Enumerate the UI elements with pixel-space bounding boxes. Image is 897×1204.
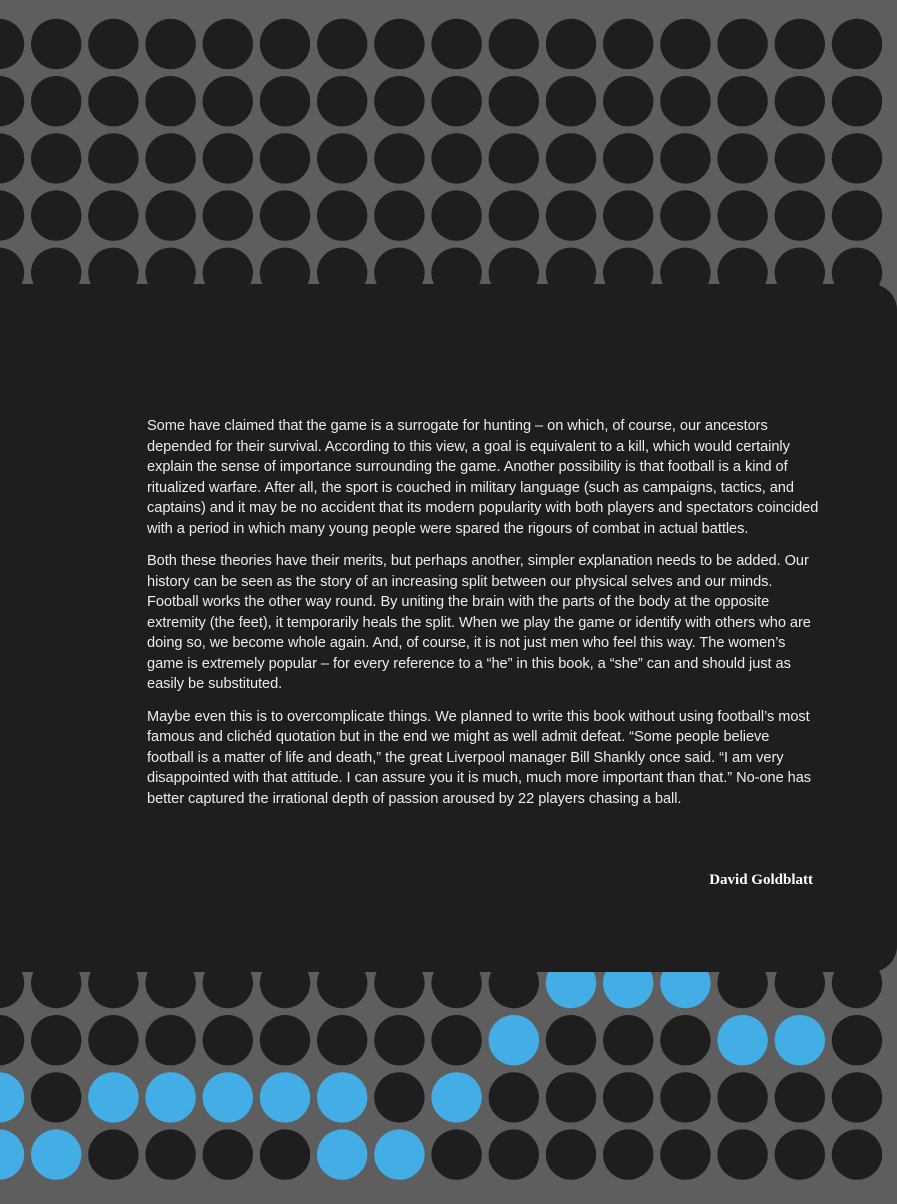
dot <box>31 133 81 183</box>
dot <box>31 1015 81 1065</box>
highlight-dot <box>717 1015 767 1065</box>
dot <box>0 1015 24 1065</box>
dot <box>489 19 539 69</box>
dot <box>431 76 481 126</box>
dot <box>88 1015 138 1065</box>
dot <box>660 19 710 69</box>
highlight-dot <box>203 1072 253 1122</box>
dot <box>603 1129 653 1179</box>
dot <box>145 133 195 183</box>
dot <box>603 19 653 69</box>
dot <box>203 190 253 240</box>
dot <box>546 76 596 126</box>
dot <box>31 19 81 69</box>
dot <box>145 190 195 240</box>
dot <box>546 133 596 183</box>
dot <box>832 76 882 126</box>
dot <box>603 76 653 126</box>
dot <box>374 1072 424 1122</box>
dot <box>203 76 253 126</box>
dot <box>603 190 653 240</box>
dot <box>203 133 253 183</box>
dot <box>660 190 710 240</box>
dot <box>203 19 253 69</box>
dot <box>660 1015 710 1065</box>
dot <box>775 76 825 126</box>
dot <box>775 19 825 69</box>
highlight-dot <box>374 1129 424 1179</box>
dot <box>88 190 138 240</box>
dot <box>660 1072 710 1122</box>
dot <box>660 76 710 126</box>
dot <box>317 19 367 69</box>
dot <box>832 190 882 240</box>
dot <box>31 1072 81 1122</box>
dot <box>88 133 138 183</box>
dot <box>145 76 195 126</box>
dot <box>145 1015 195 1065</box>
dot <box>775 190 825 240</box>
dot <box>832 133 882 183</box>
dot <box>317 133 367 183</box>
dot <box>717 19 767 69</box>
highlight-dot <box>88 1072 138 1122</box>
dot <box>260 76 310 126</box>
dot <box>717 133 767 183</box>
dot <box>145 1129 195 1179</box>
highlight-dot <box>317 1129 367 1179</box>
dot <box>431 190 481 240</box>
dot <box>317 76 367 126</box>
paragraph: Both these theories have their merits, but perhaps another, simpler explanation needs to be added. Our history can be seen as the story of an increasing split between our physical selves and our minds. Football works the other way round. By uniting the brain with the parts of the body at the opposite extremity (the feet), it temporarily heals the split. When we play the game or identify with others who are doing so, we become whole again. And, of course, it is not just men who feel this way. The women’s game is extremely popular – for every reference to a “he” in this book, a “she” can and should just as easily be substituted. <box>147 553 811 692</box>
dot <box>717 76 767 126</box>
dot <box>717 1072 767 1122</box>
highlight-dot <box>431 1072 481 1122</box>
dot <box>0 133 24 183</box>
dot <box>717 1129 767 1179</box>
dot <box>374 1015 424 1065</box>
dot <box>489 190 539 240</box>
dot <box>603 1015 653 1065</box>
dot <box>317 190 367 240</box>
highlight-dot <box>145 1072 195 1122</box>
dot <box>660 1129 710 1179</box>
highlight-dot <box>0 1129 24 1179</box>
dot <box>775 1072 825 1122</box>
highlight-dot <box>489 1015 539 1065</box>
dot <box>260 190 310 240</box>
dot <box>832 19 882 69</box>
dot <box>546 1072 596 1122</box>
highlight-dot <box>317 1072 367 1122</box>
highlight-dot <box>0 1072 24 1122</box>
dot <box>489 76 539 126</box>
dot <box>203 1015 253 1065</box>
dot <box>260 19 310 69</box>
dot <box>717 190 767 240</box>
article-body <box>147 416 819 821</box>
dot <box>374 190 424 240</box>
paragraph: Maybe even this is to overcomplicate things. We planned to write this book without using football’s most famous and clichéd quotation but in the end we might as well admit defeat. “Some people believe football is a matter of life and death,” the great Liverpool manager Bill Shankly once said. “I am very disappointed with that attitude. I can assure you it is much, much more important than that.” No-one has better captured the irrational depth of passion aroused by 22 players chasing a ball. <box>147 708 812 807</box>
dot <box>603 133 653 183</box>
dot <box>374 19 424 69</box>
dot <box>145 19 195 69</box>
dot <box>88 1129 138 1179</box>
dot <box>31 76 81 126</box>
dot <box>88 76 138 126</box>
dot <box>260 133 310 183</box>
dot <box>775 133 825 183</box>
dot <box>431 133 481 183</box>
author-signature: David Goldblatt <box>709 872 813 888</box>
dot <box>260 1129 310 1179</box>
dot <box>203 1129 253 1179</box>
highlight-dot <box>260 1072 310 1122</box>
dot <box>832 1015 882 1065</box>
highlight-dot <box>775 1015 825 1065</box>
dot <box>546 19 596 69</box>
dot <box>0 19 24 69</box>
dot <box>431 1129 481 1179</box>
dot <box>775 1129 825 1179</box>
dot <box>546 1015 596 1065</box>
dot <box>260 1015 310 1065</box>
highlight-dot <box>31 1129 81 1179</box>
dot <box>431 19 481 69</box>
dot <box>374 76 424 126</box>
dot <box>832 1129 882 1179</box>
dot <box>489 1072 539 1122</box>
dot <box>489 1129 539 1179</box>
dot <box>88 19 138 69</box>
dot <box>546 190 596 240</box>
dot <box>317 1015 367 1065</box>
dot <box>546 1129 596 1179</box>
dot <box>603 1072 653 1122</box>
dot <box>431 1015 481 1065</box>
dot <box>660 133 710 183</box>
dot <box>0 76 24 126</box>
paragraph: Some have claimed that the game is a surrogate for hunting – on which, of course, our ancestors depended for their survival. According to this view, a goal is equivalent to a kill, which would certainly explain the sense of importance surrounding the game. Another possibility is that football is a kind of ritualized warfare. After all, the sport is couched in military language (such as campaigns, tactics, and captains) and it may be no accident that its modern popularity with both players and spectators coincided with a period in which many young people were spared the rigours of combat in actual battles. <box>147 418 819 537</box>
dot <box>374 133 424 183</box>
dot <box>31 190 81 240</box>
dot <box>832 1072 882 1122</box>
dot <box>0 190 24 240</box>
dot <box>489 133 539 183</box>
